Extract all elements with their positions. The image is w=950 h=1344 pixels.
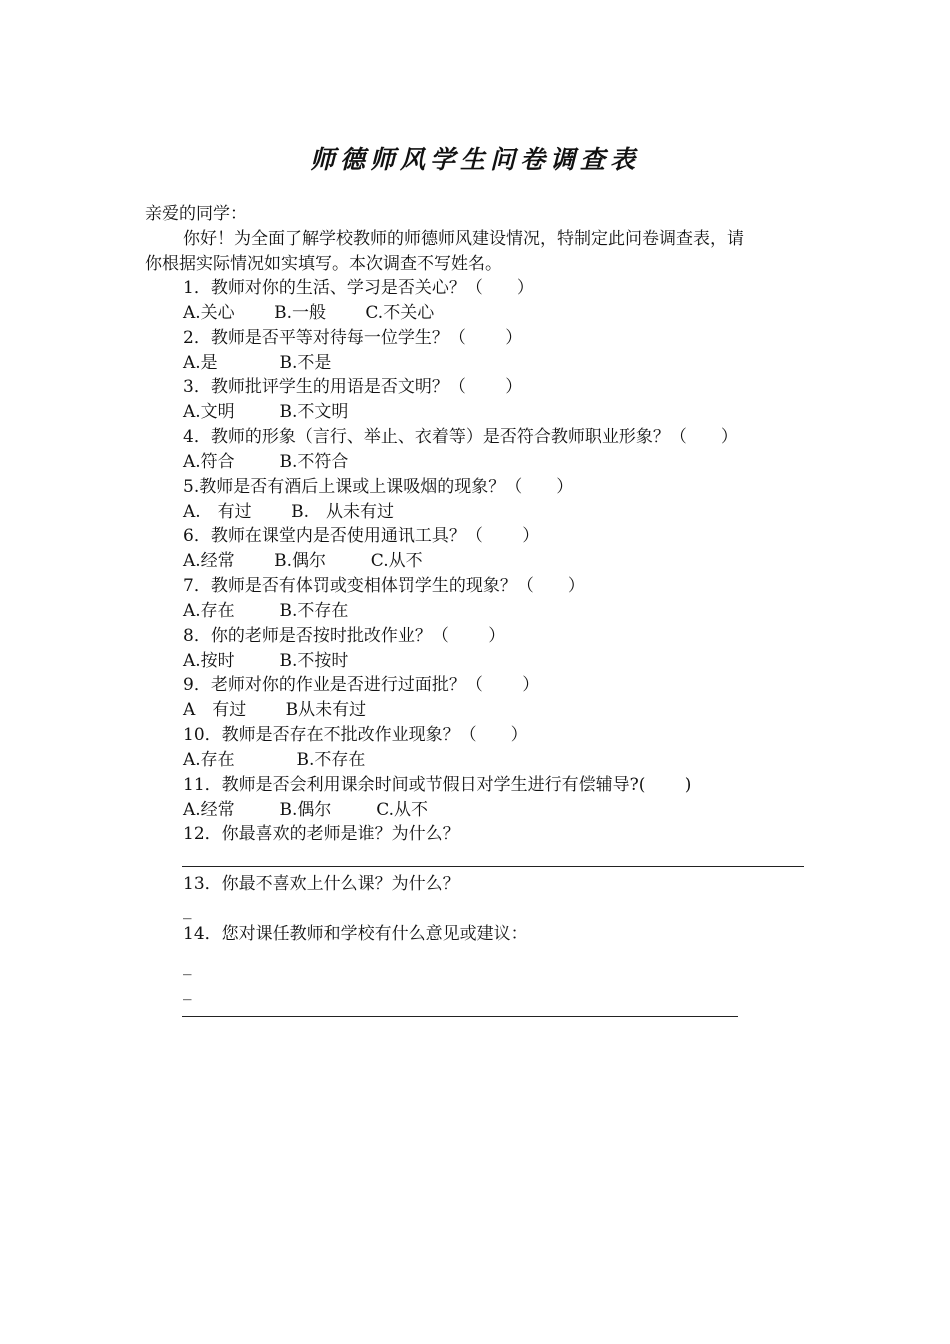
question-1: 1．教师对你的生活、学习是否关心？（ ） (183, 278, 534, 298)
question-12: 12．你最喜欢的老师是谁？为什么？ (183, 824, 460, 844)
answer-blank-14-1[interactable]: _ (183, 956, 192, 976)
answer-blank-14-2[interactable]: _ (183, 981, 192, 1001)
question-6: 6．教师在课堂内是否使用通讯工具？（ ） (183, 526, 540, 546)
question-3: 3．教师批评学生的用语是否文明？（ ） (183, 377, 523, 397)
question-8: 8．你的老师是否按时批改作业？（ ） (183, 626, 506, 646)
intro-line-2: 你根据实际情况如实填写。本次调查不写姓名。 (145, 254, 502, 274)
question-7: 7．教师是否有体罚或变相体罚学生的现象？（ ） (183, 576, 585, 596)
question-1-options: A.关心 B.一般 C.不关心 (183, 303, 435, 323)
question-5: 5.教师是否有酒后上课或上课吸烟的现象？（ ） (183, 477, 574, 497)
question-10-options: A.存在 B.不存在 (183, 750, 366, 770)
question-2: 2．教师是否平等对待每一位学生？（ ） (183, 328, 523, 348)
question-11-options: A.经常 B.偶尔 C.从不 (183, 800, 428, 820)
question-4: 4．教师的形象（言行、举止、衣着等）是否符合教师职业形象？（ ） (183, 427, 738, 447)
question-8-options: A.按时 B.不按时 (183, 651, 349, 671)
intro-line-1: 你好！为全面了解学校教师的师德师风建设情况，特制定此问卷调查表，请 (183, 229, 744, 249)
question-7-options: A.存在 B.不存在 (183, 601, 349, 621)
question-5-options: A. 有过 B. 从未有过 (183, 502, 394, 522)
question-6-options: A.经常 B.偶尔 C.从不 (183, 551, 423, 571)
question-13: 13．你最不喜欢上什么课？为什么？ (183, 874, 460, 894)
question-10: 10．教师是否存在不批改作业现象？（ ） (183, 725, 528, 745)
greeting: 亲爱的同学： (145, 204, 247, 224)
answer-line-12[interactable] (182, 866, 804, 867)
question-3-options: A.文明 B.不文明 (183, 402, 349, 422)
question-9: 9．老师对你的作业是否进行过面批？（ ） (183, 675, 540, 695)
question-9-options: A 有过 B从未有过 (183, 700, 367, 720)
question-14: 14．您对课任教师和学校有什么意见或建议： (183, 924, 528, 944)
answer-blank-13[interactable]: _ (183, 900, 192, 920)
question-11: 11．教师是否会利用课余时间或节假日对学生进行有偿辅导?( ) (183, 775, 692, 795)
question-2-options: A.是 B.不是 (183, 353, 332, 373)
answer-line-14[interactable] (182, 1016, 738, 1017)
question-4-options: A.符合 B.不符合 (183, 452, 349, 472)
page-title: 师德师风学生问卷调查表 (309, 145, 640, 174)
